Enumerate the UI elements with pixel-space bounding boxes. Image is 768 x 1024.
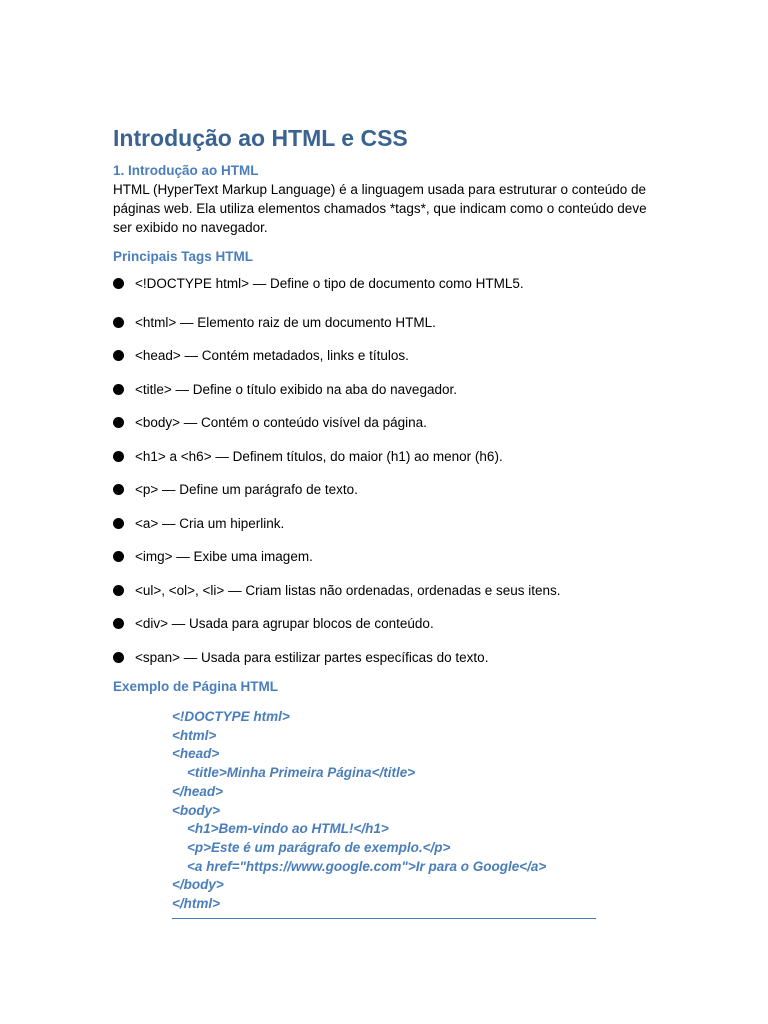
code-line: <p>Este é um parágrafo de exemplo.</p> — [187, 839, 451, 855]
list-item — [113, 641, 658, 675]
list-item-text: <ul>, <ol>, <li> — Criam listas não ordenadas, ordenadas e seus itens. — [135, 582, 561, 598]
list-item — [113, 406, 658, 440]
list-item-text: <div> — Usada para agrupar blocos de conteúdo. — [135, 616, 434, 632]
list-item-text: <span> — Usada para estilizar partes específicas do texto. — [135, 649, 489, 665]
list-item — [113, 607, 658, 641]
code-line: <title>Minha Primeira Página</title> — [187, 765, 416, 781]
code-block — [172, 708, 596, 919]
bullet-icon — [113, 317, 124, 328]
intro-paragraph: HTML (HyperText Markup Language) é a linguagem usada para estruturar o conteúdo de páginas web. Ela utiliza elementos chamados *tags*, que indicam como o conteúdo deve ser exibido no navegador. — [113, 182, 647, 235]
bullet-icon — [113, 484, 124, 495]
tags-heading: Principais Tags HTML — [113, 249, 254, 264]
code-line: </body> — [172, 877, 224, 893]
list-item — [113, 272, 658, 294]
list-item — [113, 440, 658, 474]
list-item — [113, 306, 658, 340]
list-item — [113, 507, 658, 541]
list-item-text: <title> — Define o título exibido na aba do navegador. — [135, 381, 457, 397]
code-line: <html> — [172, 727, 217, 743]
bullet-icon — [113, 652, 124, 663]
list-item-text: <a> — Cria um hiperlink. — [135, 515, 285, 531]
code-line: <body> — [172, 802, 221, 818]
bullet-icon — [113, 518, 124, 529]
code-line: <!DOCTYPE html> — [172, 709, 290, 724]
code-line: </html> — [172, 896, 221, 912]
list-item — [113, 339, 658, 373]
list-item-text: <p> — Define um parágrafo de texto. — [135, 482, 358, 498]
list-item — [113, 373, 658, 407]
bullet-icon — [113, 551, 124, 562]
list-item-text: <img> — Exibe uma imagem. — [135, 549, 313, 565]
tag-list — [113, 272, 658, 674]
list-item-text: <head> — Contém metadados, links e títulos. — [135, 348, 409, 364]
list-item — [113, 473, 658, 507]
list-item — [113, 540, 658, 574]
document-title: Introdução ao HTML e CSS — [113, 125, 408, 151]
section-heading-intro: 1. Introdução ao HTML — [113, 163, 259, 178]
bullet-icon — [113, 451, 124, 462]
list-item-text: <!DOCTYPE html> — Define o tipo de documento como HTML5. — [135, 275, 524, 291]
bullet-icon — [113, 417, 124, 428]
list-item-text: <body> — Contém o conteúdo visível da página. — [135, 415, 427, 431]
code-line: <a href="https://www.google.com">Ir para o Google</a> — [187, 858, 547, 874]
example-heading: Exemplo de Página HTML — [113, 679, 279, 694]
code-line: <head> — [172, 746, 220, 762]
bullet-icon — [113, 384, 124, 395]
bullet-icon — [113, 585, 124, 596]
code-line: <h1>Bem-vindo ao HTML!</h1> — [187, 821, 389, 837]
code-line: </head> — [172, 783, 224, 799]
bullet-icon — [113, 618, 124, 629]
list-item-text: <h1> a <h6> — Definem títulos, do maior (h1) ao menor (h6). — [135, 448, 503, 464]
bullet-icon — [113, 350, 124, 361]
document-page — [113, 124, 658, 919]
list-item-text: <html> — Elemento raiz de um documento HTML. — [135, 314, 436, 330]
list-item — [113, 574, 658, 608]
bullet-icon — [113, 278, 124, 289]
